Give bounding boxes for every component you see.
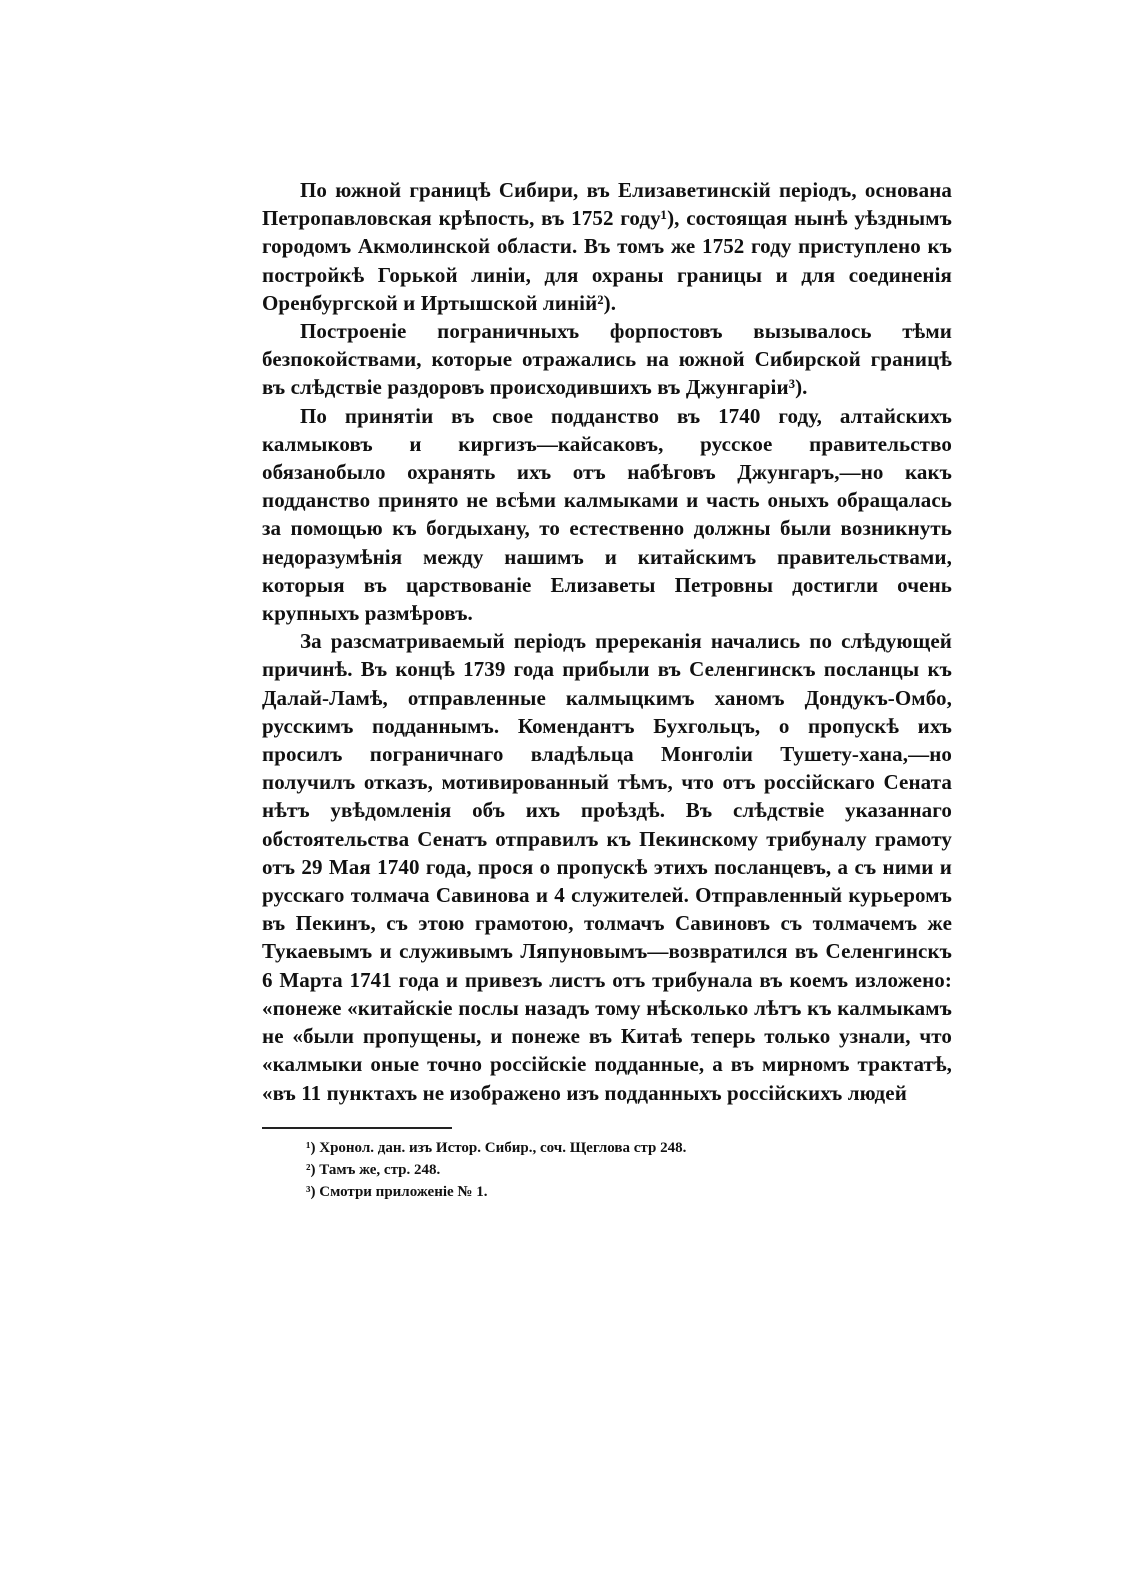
paragraph-3: По принятіи въ свое подданство въ 1740 году, алтайскихъ калмыковъ и киргизъ—кайсаковъ, русское правительство обязанобыло охранять ихъ отъ набѣговъ Джунгаръ,—но какъ подданство принято не всѣми калмыками и часть оныхъ обращалась за помощью къ богдыхану, то естественно должны были возникнуть недоразумѣнія между нашимъ и китайскимъ правительствами, которыя въ царствованіе Елизаветы Петровны достигли очень крупныхъ размѣровъ.: [262, 403, 952, 626]
document-page: [262, 176, 952, 1203]
footnote-divider: [262, 1127, 452, 1129]
footnote-3: ³) Смотри приложеніе № 1.: [306, 1183, 488, 1200]
footnote-1: ¹) Хронол. дан. изъ Истор. Сибир., соч. Щеглова стр 248.: [306, 1139, 687, 1156]
footnote-2: ²) Тамъ же, стр. 248.: [306, 1161, 441, 1178]
body-text: [262, 176, 952, 1107]
paragraph-2: Построеніе пограничныхъ форпостовъ вызывалось тѣми безпокойствами, которые отражались на южной Сибирской границѣ въ слѣдствіе раздоровъ происходившихъ въ Джунгаріи³).: [262, 319, 952, 400]
footnotes: [262, 1137, 952, 1203]
paragraph-4: За разсматриваемый періодъ пререканія начались по слѣдующей причинѣ. Въ концѣ 1739 года прибыли въ Селенгинскъ посланцы къ Далай-Ламѣ, отправленные калмыцкимъ ханомъ Дондукъ-Омбо, русскимъ подданнымъ. Комендантъ Бухгольцъ, о пропускѣ ихъ просилъ пограничнаго владѣльца Монголіи Тушету-хана,—но получилъ отказъ, мотивированный тѣмъ, что отъ россійскаго Сената нѣтъ увѣдомленія объ ихъ проѣздѣ. Въ слѣдствіе указаннаго обстоятельства Сенатъ отправилъ къ Пекинскому трибуналу грамоту отъ 29 Мая 1740 года, прося о пропускѣ этихъ посланцевъ, а съ ними и русскаго толмача Савинова и 4 служителей. Отправленный курьеромъ въ Пекинъ, съ этою грамотою, толмачъ Савиновъ съ толмачемъ же Тукаевымъ и служивымъ Ляпуновымъ—возвратился въ Селенгинскъ 6 Марта 1741 года и привезъ листъ отъ трибунала въ коемъ изложено: «понеже «китайскіе послы назадъ тому нѣсколько лѣтъ къ калмыкамъ не «были пропущены, и понеже въ Китаѣ теперь только узнали, что «калмыки оные точно россійскіе подданные, а въ мирномъ трактатѣ, «въ 11 пунктахъ не изображено изъ подданныхъ россійскихъ людей: [262, 629, 952, 1105]
paragraph-1: По южной границѣ Сибири, въ Елизаветинскій періодъ, основана Петропавловская крѣпость, въ 1752 году¹), состоящая нынѣ уѣзднымъ городомъ Акмолинской области. Въ томъ же 1752 году приступлено къ постройкѣ Горькой линіи, для охраны границы и для соединенія Оренбургской и Иртышской линій²).: [262, 178, 952, 315]
